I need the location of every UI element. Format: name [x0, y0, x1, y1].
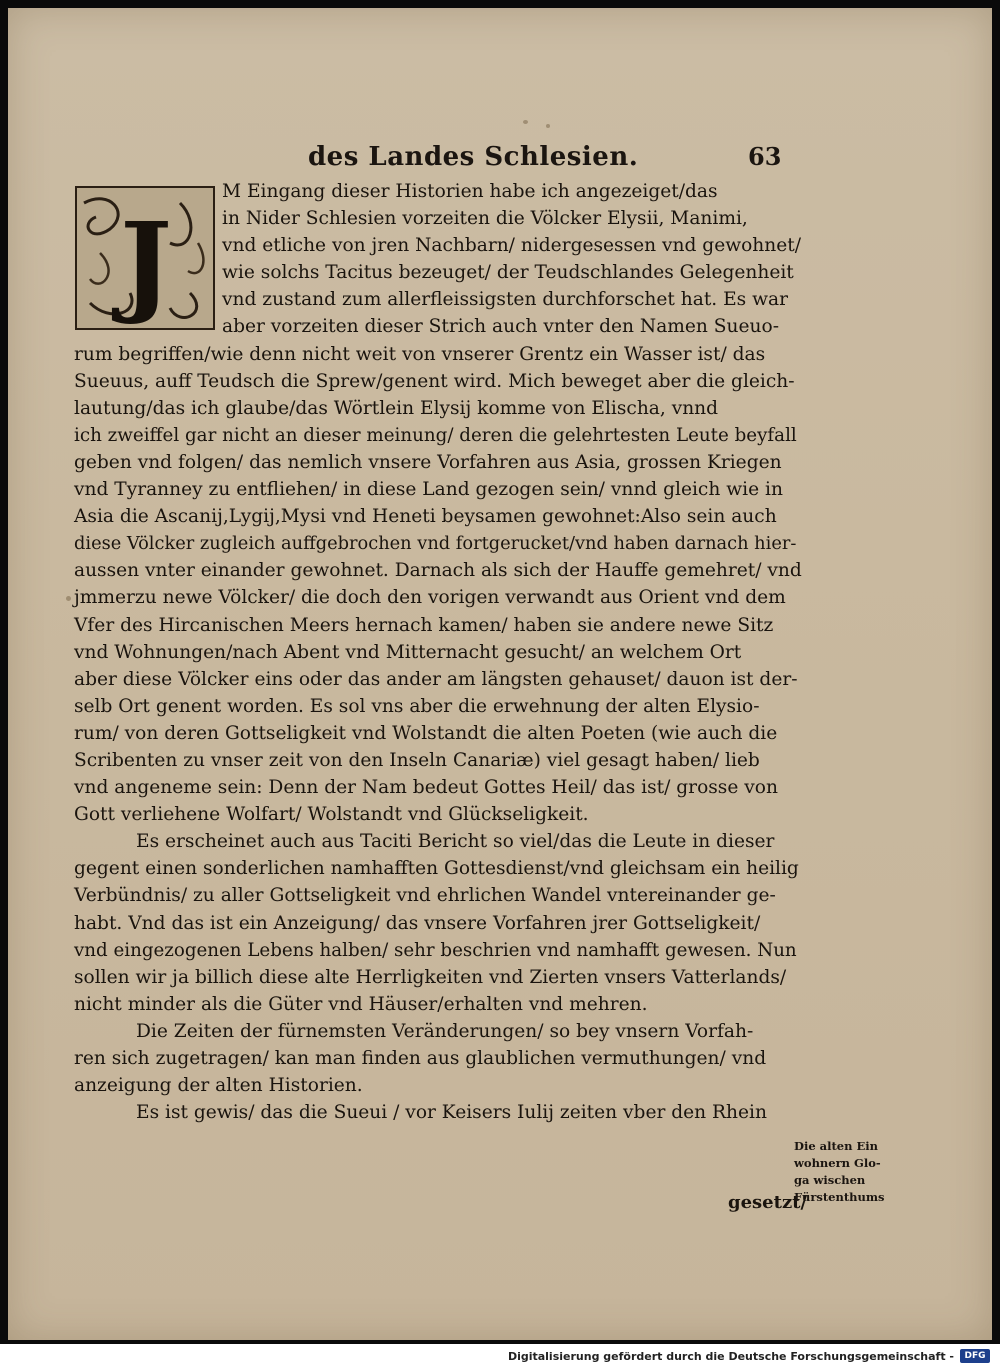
margin-note-line: Fürstenthums	[794, 1190, 885, 1204]
text-line: vnd eingezogenen Lebens halben/ sehr beschrien vnd namhafft gewesen. Nun	[74, 939, 797, 961]
text-line: Scribenten zu vnser zeit von den Inseln Canariæ) viel gesagt haben/ lieb	[74, 749, 760, 771]
margin-note	[794, 1138, 904, 1206]
text-line: habt. Vnd das ist ein Anzeigung/ das vnsere Vorfahren jrer Gottseligkeit/	[74, 912, 761, 934]
text-line: Es erscheinet auch aus Taciti Bericht so viel/das die Leute in dieser	[136, 831, 775, 853]
initial-letter: J	[120, 198, 173, 327]
text-line: Verbündnis/ zu aller Gottseligkeit vnd ehrlichen Wandel vntereinander ge-	[74, 885, 776, 907]
margin-note-line: Die alten Ein	[794, 1139, 878, 1153]
text-line: anzeigung der alten Historien.	[74, 1075, 363, 1097]
running-head: des Landes Schlesien.	[308, 142, 639, 172]
text-line: wie solchs Tacitus bezeuget/ der Teudschlandes Gelegenheit	[222, 262, 794, 284]
text-line: ich zweiffel gar nicht an dieser meinung/ deren die gelehrtesten Leute beyfall	[74, 424, 797, 446]
text-line: aber diese Völcker eins oder das ander am längsten gehauset/ dauon ist der-	[74, 668, 798, 690]
text-line: vnd angeneme sein: Denn der Nam bedeut Gottes Heil/ das ist/ grosse von	[74, 777, 778, 799]
text-line: vnd etliche von jren Nachbarn/ nidergesessen vnd gewohnet/	[222, 235, 802, 257]
text-line: Gott verliehene Wolfart/ Wolstandt vnd Glückseligkeit.	[74, 804, 589, 826]
margin-note-line: ga wischen	[794, 1173, 866, 1187]
text-line: aber vorzeiten dieser Strich auch vnter den Namen Sueuo-	[222, 316, 779, 338]
text-line: Die Zeiten der fürnemsten Veränderungen/ so bey vnsern Vorfah-	[136, 1020, 754, 1042]
text-line: in Nider Schlesien vorzeiten die Völcker Elysii, Manimi,	[222, 208, 748, 230]
footer-credit: Digitalisierung gefördert durch die Deutsche Forschungsgemeinschaft -	[507, 1350, 954, 1363]
book-page	[8, 8, 992, 1340]
digitization-footer	[0, 1344, 1000, 1369]
text-line: Asia die Ascanij,Lygij,Mysi vnd Heneti beysamen gewohnet:Also sein auch	[74, 506, 777, 528]
page-number: 63	[748, 142, 782, 171]
text-line: rum/ von deren Gottseligkeit vnd Wolstandt die alten Poeten (wie auch die	[74, 722, 778, 744]
text-line: sollen wir ja billich diese alte Herrligkeiten vnd Zierten vnsers Vatterlands/	[74, 966, 787, 988]
text-line: ren sich zugetragen/ kan man finden aus glaublichen vermuthungen/ vnd	[74, 1048, 767, 1069]
catchword: gesetzt/	[728, 1192, 808, 1213]
text-line: diese Völcker zugleich auffgebrochen vnd fortgerucket/vnd haben darnach hier-	[74, 533, 797, 555]
text-line: Es ist gewis/ das die Sueui / vor Keisers Iulij zeiten vber den Rhein	[136, 1102, 767, 1124]
text-line: selb Ort genent worden. Es sol vns aber die erwehnung der alten Elysio-	[74, 695, 760, 717]
text-line: gegent einen sonderlichen namhafften Gottesdienst/vnd gleichsam ein heilig	[74, 858, 799, 880]
text-line: Sueuus, auff Teudsch die Sprew/genent wird. Mich beweget aber die gleich-	[74, 370, 795, 392]
body-text	[74, 178, 804, 1126]
text-line: vnd zustand zum allerfleissigsten durchforschet hat. Es war	[222, 289, 789, 311]
text-line: M Eingang dieser Historien habe ich angezeiget/das	[222, 181, 718, 202]
text-line: nicht minder als die Güter vnd Häuser/erhalten vnd mehren.	[74, 993, 648, 1015]
ink-speck	[546, 124, 550, 128]
text-line: Vfer des Hircanischen Meers hernach kamen/ haben sie andere newe Sitz	[74, 614, 774, 636]
page-header	[8, 138, 992, 178]
dfg-logo: DFG	[960, 1349, 990, 1363]
ink-speck	[66, 596, 71, 601]
text-line: rum begriffen/wie denn nicht weit von vnserer Grentz ein Wasser ist/ das	[74, 343, 766, 365]
text-line: vnd Wohnungen/nach Abent vnd Mitternacht gesucht/ an welchem Ort	[74, 641, 742, 663]
text-line: jmmerzu newe Völcker/ die doch den vorigen verwandt aus Orient vnd dem	[74, 587, 786, 609]
margin-note-line: wohnern Glo-	[794, 1156, 881, 1170]
text-line: vnd Tyranney zu entfliehen/ in diese Land gezogen sein/ vnnd gleich wie in	[74, 479, 783, 501]
text-line: lautung/das ich glaube/das Wörtlein Elysij komme von Elischa, vnnd	[74, 397, 719, 419]
ink-speck	[523, 120, 528, 124]
text-line: geben vnd folgen/ das nemlich vnsere Vorfahren aus Asia, grossen Kriegen	[74, 451, 782, 473]
text-line: aussen vnter einander gewohnet. Darnach als sich der Hauffe gemehret/ vnd	[74, 560, 802, 582]
